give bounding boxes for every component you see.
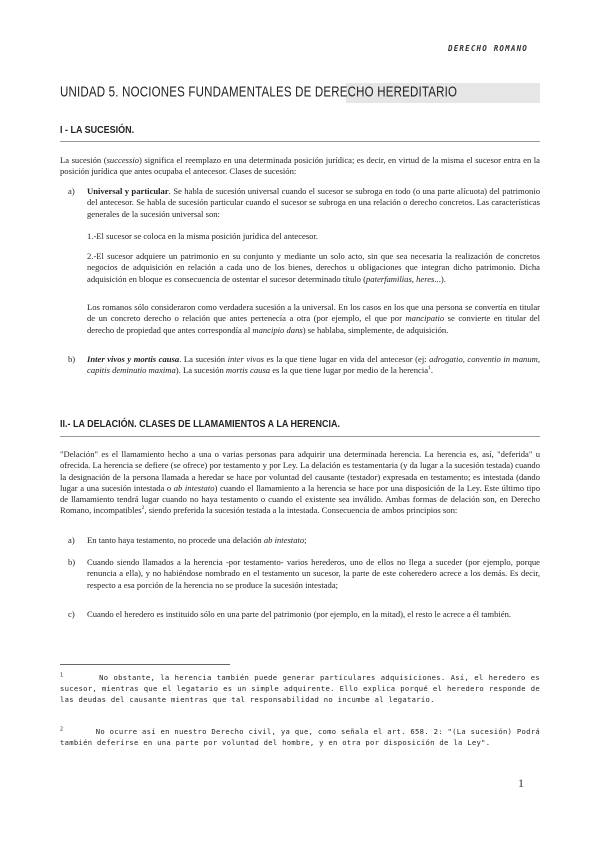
section-rule bbox=[60, 436, 540, 437]
list-marker: a) bbox=[68, 186, 75, 196]
characteristic-1: 1.-El sucesor se coloca en la misma posición jurídica del antecesor. bbox=[87, 231, 318, 241]
section-title-sucesion: I - LA SUCESIÓN. bbox=[60, 124, 135, 136]
characteristic-2: 2.-El sucesor adquiere un patrimonio en su conjunto y mediante un solo acto, sin que sea necesaria la realización de concretos negocios de adquisición en relación a cada uno de los bienes, derechos u obligaciones que integran dicho patrimonio. Dicha adquisición en bloque es consecuencia de ostentar el sucesor determinado título (paterfamilias, heres...). bbox=[87, 251, 540, 284]
romanos-paragraph: Los romanos sólo consideraron como verdadera sucesión a la universal. En los casos en los que una persona se convertía en titular de un concreto derecho o relación que antes pertenecía a otra (por ejemplo, el que por mancipatio se convierte en titular del derecho de propiedad que antes correspondía al mancipio dans) se hablaba, simplemente, de adquisición. bbox=[87, 302, 540, 335]
unit-title bbox=[60, 83, 540, 103]
list-item-text: Universal y particular. Se habla de sucesión universal cuando el sucesor se subroga en todo (o una parte alícuota) del patrimonio del antecesor. Se habla de sucesión particular cuando el sucesor se subroga en una relación o derecho concretos. Las características generales de la sucesión universal son: bbox=[87, 186, 541, 219]
running-header: DERECHO ROMANO bbox=[447, 44, 528, 53]
list-item-text: En tanto haya testamento, no procede una delación ab intestato; bbox=[87, 535, 307, 545]
page-number: 1 bbox=[518, 776, 524, 790]
list-item-text: Inter vivos y mortis causa. La sucesión inter vivos es la que tiene lugar en vida del antecesor (ej: adrogatio, conventio in manum, capitis deminutio maxima). La sucesión mortis causa es la que tiene lugar por medio de la herencia$^1$. bbox=[87, 354, 540, 376]
sucesion-intro: La sucesión (successio) significa el reemplazo en una determinada posición jurídica; es decir, en virtud de la misma el sucesor entra en la posición jurídica que antes ocupaba el antecesor. Clases de sucesión: bbox=[60, 155, 540, 177]
footnote-1: $^1$ No obstante, la herencia también puede generar particulares adquisiciones. Así, el heredero es sucesor, mientras que el legatario es un simple adquirente. Ello explica porqué el heredero responde de las deudas del causante mientras que tal responsabilidad no incumbe al legatario. bbox=[60, 672, 540, 704]
footnote-ref-2: 2 bbox=[141, 505, 145, 512]
footnote-separator bbox=[60, 664, 230, 665]
list-marker: c) bbox=[68, 609, 75, 619]
delacion-intro: "Delación" es el llamamiento hecho a una o varias personas para adquirir una determinada herencia. La herencia es, así, "deferida" u ofrecida. La herencia se defiere (se ofrece) por testamento y por Ley. La delación es testamentaria (y da lugar a la sucesión testada) cuando la designación de la persona llamada a heredar se hace por voluntad del causante (testador) expresada en testamento; es intestada (dando lugar a una sucesión intestada o ab intestato) cuando el llamamiento a la herencia se hace por una disposición de la Ley. Este último tipo de llamamiento tendrá lugar cuando no haya testamento o cuando el existente sea inválido. Ambas formas de delación son, en Derecho Romano, incompatibles$^2$, siendo preferida la sucesión testada a la intestada. Consecuencia de ambos principios son: bbox=[60, 449, 540, 516]
list-item-text: Cuando siendo llamados a la herencia -por testamento- varios herederos, uno de ellos no llega a suceder (por ejemplo, porque renuncia a ella), y no habiéndose nombrado en el testamento un sucesor, la parte de este coheredero acrece a los demás. Es decir, respecto a esa porción de la herencia no se produce la sucesión intestada; bbox=[87, 557, 540, 590]
list-marker: b) bbox=[68, 354, 76, 364]
list-marker: b) bbox=[68, 557, 76, 567]
footnote-ref-1: 1 bbox=[428, 365, 431, 372]
list-item-text: Cuando el heredero es instituido sólo en una parte del patrimonio (por ejemplo, en la mitad), el resto le acrece a él también. bbox=[87, 609, 512, 619]
section-rule bbox=[60, 141, 540, 142]
list-marker: a) bbox=[68, 535, 75, 545]
footnote-2: $^2$ No ocurre así en nuestro Derecho civil, ya que, como señala el art. 658. 2: "(La sucesión) Podrá también deferirse en una parte por voluntad del hombre, y en otra por disposición de la Ley". bbox=[60, 726, 541, 747]
unit-title-text: UNIDAD 5. NOCIONES FUNDAMENTALES DE DERECHO HEREDITARIO bbox=[60, 85, 458, 100]
section-title-delacion: II.- LA DELACIÓN. CLASES DE LLAMAMIENTOS A LA HERENCIA. bbox=[60, 418, 341, 430]
